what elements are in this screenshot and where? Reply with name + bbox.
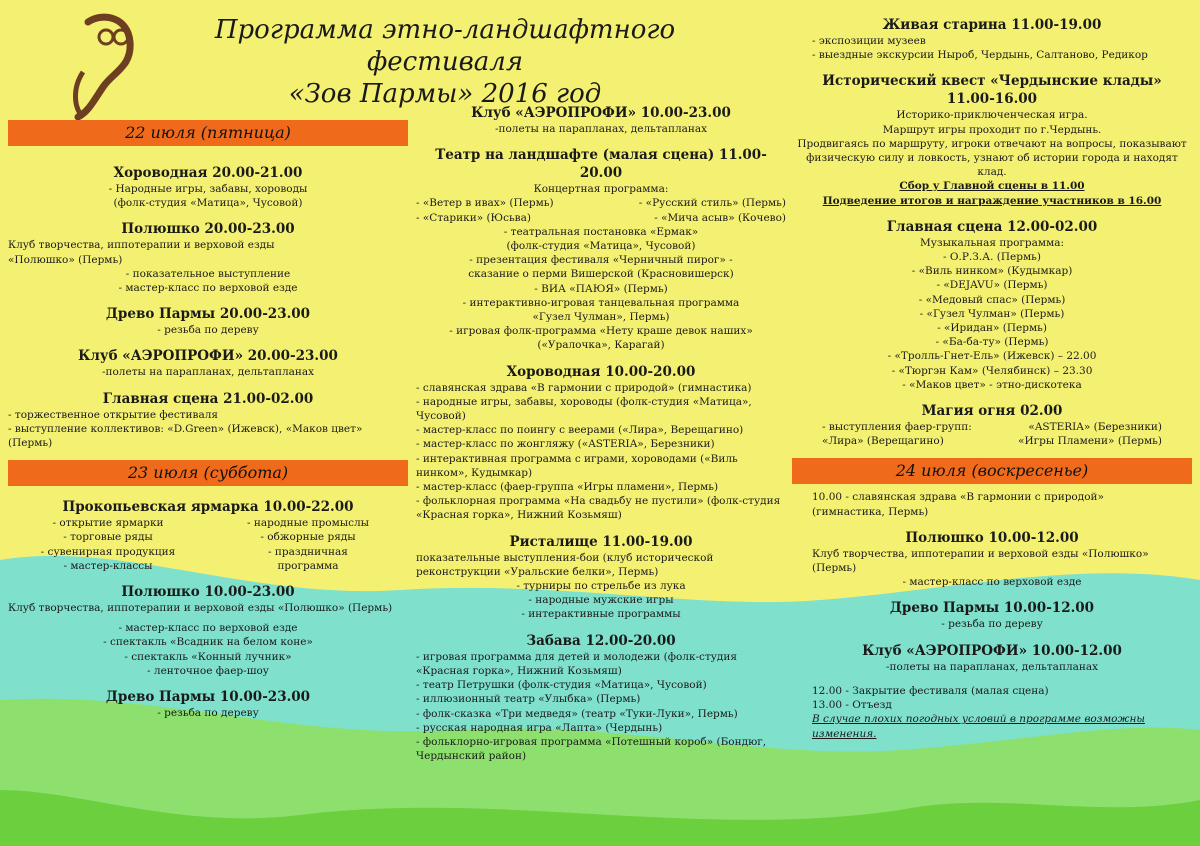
event-line: - интерактивные программы: [521, 608, 681, 621]
event-line: показательные выступления-бои (клуб исторической реконструкции «Уральские белки», Пермь): [416, 551, 714, 578]
event-title: Театр на ландшафте (малая сцена) 11.00-20.00: [435, 147, 767, 182]
event-line: - мастер-класс по верховой езде: [118, 622, 298, 635]
event-title: Древо Пармы 10.00-23.00: [105, 689, 311, 706]
event-title: Магия огня 02.00: [921, 403, 1063, 420]
event-line: (фолк-студия «Матица», Чусовой): [113, 197, 303, 210]
page-title: [150, 14, 740, 110]
event-line: Продвигаясь по маршруту, игроки отвечают на вопросы, показывают физическую силу и ловкость, узнают об истории города и находят клад.: [797, 137, 1187, 179]
event-drevo-23: [8, 688, 408, 720]
quest-results: Подведение итогов и награждение участников в 16.00: [822, 194, 1162, 207]
event-title: Исторический квест «Чердынские клады»: [822, 73, 1162, 90]
event-line: - «Тролль-Гнет-Ель» (Ижевск) – 22.00: [887, 350, 1097, 363]
day-banner-24: 24 июля (воскресенье): [792, 458, 1192, 484]
event-title: Живая старина 11.00-19.00: [882, 17, 1102, 33]
event-line: Музыкальная программа:: [919, 236, 1065, 249]
event-drevo-24: [792, 599, 1192, 631]
event-fire: [792, 402, 1192, 448]
event-line: - резьба по дереву: [157, 707, 259, 720]
theatre-pair: [416, 196, 786, 210]
event-ristalishche: [416, 533, 786, 622]
day-banner-22: 22 июля (пятница): [8, 120, 408, 146]
day-banner-23: 23 июля (суббота): [8, 460, 408, 486]
event-starina: [792, 16, 1192, 62]
event-title: Полюшко 10.00-12.00: [905, 529, 1079, 546]
event-line: («Уралочка», Карагай): [537, 339, 665, 352]
event-line: - мастер-класс (фаер-группа «Игры пламени», Пермь): [416, 481, 719, 494]
event-line: - экспозиции музеев: [812, 35, 926, 47]
event-line: - торжественное открытие фестиваля: [8, 408, 219, 421]
event-line: - игровая фолк-программа «Нету краше девок наших»: [449, 325, 753, 338]
closing: [792, 684, 1192, 741]
event-line: - народные игры, забавы, хороводы (фолк-студия «Матица», Чусовой): [416, 395, 752, 423]
fair-item: - торговые ряды: [63, 531, 153, 544]
event-line: - «Ветер в ивах» (Пермь): [416, 197, 554, 210]
event-aero-23: [416, 104, 786, 136]
event-main-scene-23: [792, 218, 1192, 392]
theatre-pair: [416, 211, 786, 225]
fair-item: - мастер-классы: [63, 559, 153, 572]
event-line: - выступление коллективов: «D.Green» (Ижевск), «Маков цвет» (Пермь): [8, 422, 363, 450]
event-line: - интерактивная программа с играми, хороводами («Виль нинком», Кудымкар): [416, 452, 738, 479]
event-line: сказание о перми Вишерской (Красновишерск): [468, 268, 734, 281]
event-title: Клуб «АЭРОПРОФИ» 20.00-23.00: [78, 348, 338, 365]
event-polyushko-24: [792, 529, 1192, 590]
event-line: - «Медовый спас» (Пермь): [918, 293, 1066, 306]
event-line: - иллюзионный театр «Улыбка» (Пермь): [416, 693, 641, 706]
title-line-2: «Зов Пармы» 2016 год: [288, 79, 602, 109]
event-line: - интерактивно-игровая танцевальная программа: [462, 296, 740, 309]
event-line: - театральная постановка «Ермак»: [503, 225, 699, 238]
event-aero: [8, 347, 408, 379]
event-title: Хороводная 20.00-21.00: [113, 165, 303, 181]
title-line-1: Программа этно-ландшафтного фестиваля: [214, 15, 676, 77]
event-line: - «Маков цвет» - этно-дискотека: [902, 378, 1082, 391]
event-line: - «Русский стиль» (Пермь): [638, 197, 786, 210]
event-line: «ASTERIA» (Березники): [1028, 421, 1162, 434]
event-line: - мастер-класс по верховой езде: [902, 576, 1082, 589]
event-title: Ристалище 11.00-19.00: [509, 533, 693, 550]
event-line: «Лира» (Верещагино): [822, 435, 944, 448]
fair-right: [208, 516, 408, 573]
event-line: - «Ба-ба-ту» (Пермь): [935, 336, 1049, 349]
event-horovodnaya-23: [416, 363, 786, 523]
event-line: Историко-приключенческая игра.: [896, 109, 1088, 122]
event-drevo: [8, 305, 408, 337]
event-polyushko: [8, 220, 408, 295]
event-line: - спектакль «Всадник на белом коне»: [103, 636, 313, 649]
event-line: - фольклорная программа «На свадьбу не пустили» (фолк-студия «Красная горка», Нижний Козьмяш): [416, 495, 781, 522]
event-title: Главная сцена 12.00-02.00: [886, 218, 1098, 235]
event-line: - резьба по дереву: [157, 324, 259, 337]
event-line: - «Старики» (Юсьва): [416, 211, 531, 224]
event-line: - русская народная игра «Лапта» (Чердынь): [416, 721, 663, 734]
middle-column: [416, 104, 786, 763]
fair-item: - народные промыслы: [246, 517, 370, 530]
event-line: - «Гузел Чулман» (Пермь): [919, 307, 1065, 320]
event-title: Полюшко 20.00-23.00: [121, 221, 295, 238]
event-fair: [8, 498, 408, 573]
fair-left: [8, 516, 208, 573]
event-line: - мастер-класс по жонгляжу («ASTERIA», Березники): [416, 438, 715, 451]
event-line: - «Мича асыв» (Кочево): [654, 211, 786, 224]
event-line: - мастер-класс по верховой езде: [118, 282, 298, 295]
event-title: Забава 12.00-20.00: [526, 632, 676, 649]
event-line: - выездные экскурсии Ныроб, Чердынь, Салтаново, Редикор: [812, 49, 1148, 62]
left-column: [8, 120, 408, 720]
event-line: Маршрут игры проходит по г.Чердынь.: [882, 123, 1102, 136]
event-line: Клуб творчества, иппотерапии и верховой езды «Полюшко» (Пермь): [8, 602, 393, 615]
event-line: - фолк-сказка «Три медведя» (театр «Туки-Луки», Пермь): [416, 707, 738, 720]
event-quest: [792, 72, 1192, 207]
event-line: - мастер-класс по поингу с веерами («Лира», Верещагино): [416, 424, 744, 437]
event-line: (фолк-студия «Матица», Чусовой): [506, 240, 696, 253]
event-line: - выступления фаер-групп:: [822, 421, 972, 434]
fair-item: - праздничная: [268, 545, 348, 558]
event-title: Хороводная 10.00-20.00: [506, 363, 696, 380]
event-line: Клуб творчества, иппотерапии и верховой езды «Полюшко» (Пермь): [812, 547, 1149, 575]
event-title: Полюшко 10.00-23.00: [121, 584, 295, 601]
event-line: 12.00 - Закрытие фестиваля (малая сцена): [812, 684, 1049, 697]
fire-row: [792, 420, 1192, 434]
event-horovodnaya: [8, 164, 408, 210]
event-line: - «Иридан» (Пермь): [937, 322, 1047, 335]
event-line: -полеты на парапланах, дельтапланах: [101, 366, 315, 379]
event-line: - Народные игры, забавы, хороводы: [108, 183, 308, 195]
fair-columns: [8, 516, 408, 573]
event-line: - «Виль нинком» (Кудымкар): [911, 265, 1073, 278]
event-line: Концертная программа:: [533, 183, 669, 196]
fair-item: - открытие ярмарки: [52, 517, 164, 530]
event-aero-24: [792, 642, 1192, 674]
event-title: Древо Пармы 10.00-12.00: [889, 600, 1095, 617]
event-line: - «Тюргэн Кам» (Челябинск) – 23.30: [891, 364, 1093, 377]
event-line: - О.Р.З.А. (Пермь): [943, 251, 1041, 264]
event-line: - показательное выступление: [125, 267, 291, 280]
event-theatre: [416, 146, 786, 352]
event-line: - презентация фестиваля «Черничный пирог» -: [469, 254, 733, 267]
event-zabava: [416, 632, 786, 764]
event-line: - игровая программа для детей и молодежи (фолк-студия «Красная горка», Нижний Козьмяш): [416, 650, 738, 677]
weather-note: В случае плохих погодных условий в программе возможны изменения.: [812, 713, 1145, 740]
event-line: - «DEJAVU» (Пермь): [936, 279, 1048, 292]
fair-item: - сувенирная продукция: [40, 545, 176, 558]
event-title: Древо Пармы 20.00-23.00: [105, 306, 311, 323]
fire-row: [792, 434, 1192, 448]
event-title: Клуб «АЭРОПРОФИ» 10.00-23.00: [471, 105, 731, 121]
event-time: 11.00-16.00: [946, 91, 1038, 108]
event-line: «Полюшко» (Пермь): [8, 253, 123, 266]
event-title: Главная сцена 21.00-02.00: [102, 390, 314, 407]
event-line: - театр Петрушки (фолк-студия «Матица», Чусовой): [416, 679, 707, 692]
quest-meeting: Сбор у Главной сцены в 11.00: [899, 180, 1085, 193]
event-main-scene: [8, 390, 408, 451]
event-title: Прокопьевская ярмарка 10.00-22.00: [62, 499, 354, 516]
event-polyushko-23: [8, 583, 408, 678]
event-line: - спектакль «Конный лучник»: [124, 650, 292, 663]
event-line: - резьба по дереву: [941, 618, 1043, 631]
event-line: «Гузел Чулман», Пермь): [532, 311, 670, 324]
event-line: - фольклорно-игровая программа «Потешный короб» (Бондюг, Чердынский район): [416, 735, 767, 763]
event-line: - турниры по стрельбе из лука: [516, 580, 686, 593]
fair-item: - обжорные ряды: [260, 531, 356, 544]
event-line: - ленточное фаер-шоу: [147, 664, 269, 677]
event-title: Клуб «АЭРОПРОФИ» 10.00-12.00: [862, 642, 1122, 659]
event-line: -полеты на парапланах, дельтапланах: [885, 660, 1099, 673]
event-line: -полеты на парапланах, дельтапланах: [494, 123, 708, 135]
day3-intro: 10.00 - славянская здрава «В гармонии с природой» (гимнастика, Пермь): [812, 491, 1104, 518]
event-line: 13.00 - Отъезд: [812, 699, 892, 712]
event-line: - народные мужские игры: [528, 594, 674, 607]
fair-item: программа: [277, 559, 339, 572]
event-line: Клуб творчества, иппотерапии и верховой езды: [8, 239, 275, 252]
owl-logo-icon: [58, 12, 148, 122]
event-line: «Игры Пламени» (Пермь): [1018, 435, 1162, 448]
right-column: [792, 16, 1192, 741]
event-line: - ВИА «ПАЮЯ» (Пермь): [534, 282, 668, 295]
event-line: - славянская здрава «В гармонии с природой» (гимнастика): [416, 381, 752, 394]
